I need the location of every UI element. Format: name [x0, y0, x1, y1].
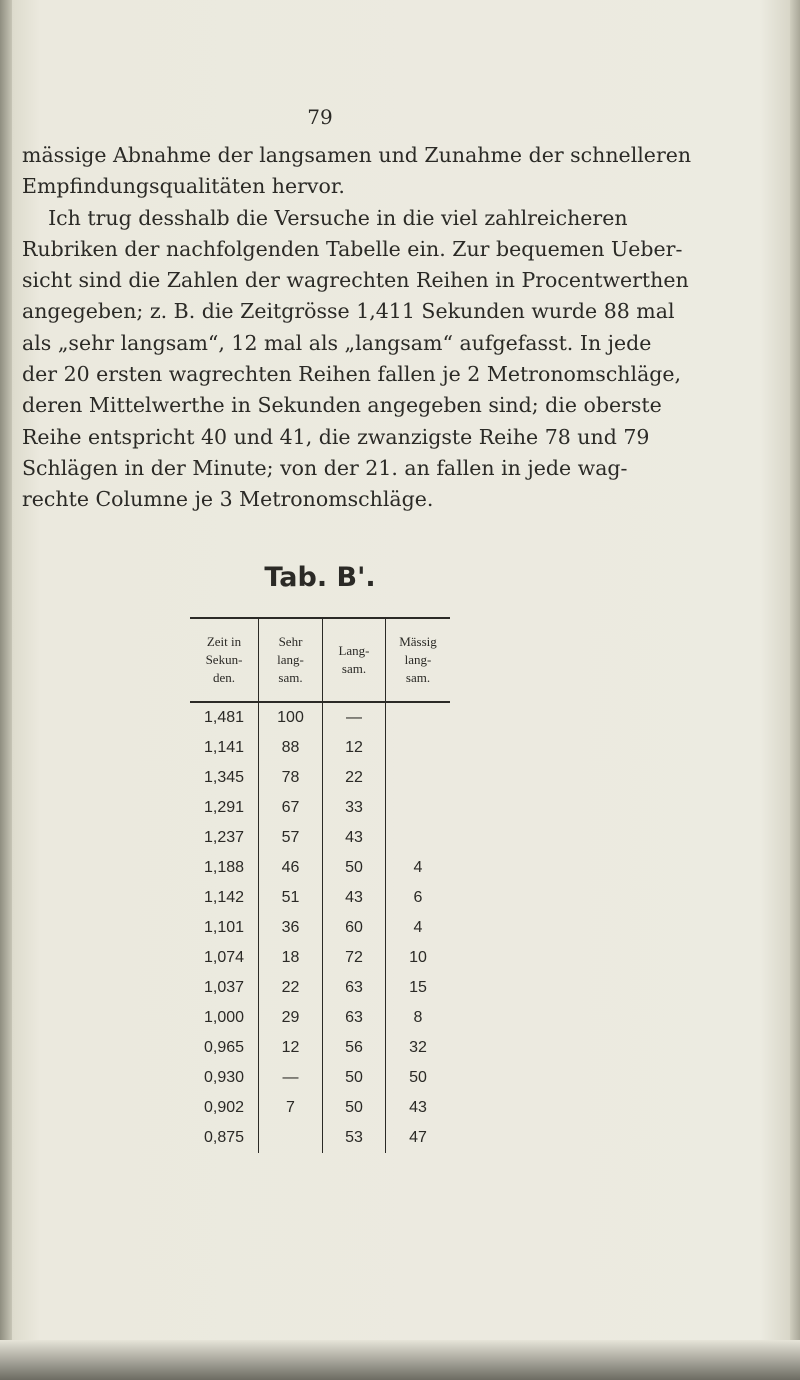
table-row: [190, 883, 450, 913]
table-row: [190, 1003, 450, 1033]
cell-maessig-langsam: [386, 702, 451, 733]
cell-zeit: 1,291: [190, 793, 259, 823]
table-row: [190, 1063, 450, 1093]
cell-sehr-langsam: 12: [259, 1033, 323, 1063]
header-line: sam.: [405, 670, 431, 685]
cell-langsam: 50: [323, 1093, 386, 1123]
header-line: Mässig: [399, 634, 437, 649]
header-line: lang-: [404, 652, 432, 667]
cell-sehr-langsam: —: [259, 1063, 323, 1093]
cell-sehr-langsam: 46: [259, 853, 323, 883]
table-row: [190, 853, 450, 883]
header-line: sam.: [278, 670, 303, 685]
text-line: Ich trug desshalb die Versuche in die viel zahlreicheren: [22, 205, 628, 230]
text-line: rechte Columne je 3 Metronomschläge.: [22, 487, 434, 512]
cell-sehr-langsam: 78: [259, 763, 323, 793]
text-line: Schlägen in der Minute; von der 21. an fallen in jede wag-: [22, 455, 628, 480]
cell-maessig-langsam: 8: [413, 1009, 423, 1026]
cell-langsam: 43: [323, 823, 386, 853]
table-row: [190, 1033, 450, 1063]
cell-langsam: 50: [323, 1063, 386, 1093]
cell-maessig-langsam: [386, 763, 451, 793]
header-langsam: [323, 618, 386, 702]
cell-zeit: 1,345: [190, 763, 259, 793]
table-title: Tab. B'.: [264, 562, 376, 593]
table-row: [190, 823, 450, 853]
text-line: Empfindungsqualitäten hervor.: [22, 174, 345, 199]
cell-sehr-langsam: [259, 1123, 323, 1153]
body-paragraph: [22, 140, 692, 516]
cell-zeit: 0,965: [190, 1033, 259, 1063]
cell-maessig-langsam: 6: [413, 889, 423, 906]
cell-zeit: 1,141: [190, 733, 259, 763]
cell-langsam: 63: [323, 1003, 386, 1033]
header-line: Zeit in: [206, 634, 242, 649]
header-zeit: [190, 618, 259, 702]
cell-langsam: 56: [323, 1033, 386, 1063]
table-row: [190, 702, 450, 733]
cell-zeit: 1,142: [190, 883, 259, 913]
cell-maessig-langsam: [386, 733, 451, 763]
table-row: [190, 913, 450, 943]
header-line: sam.: [341, 661, 367, 676]
cell-langsam: 33: [323, 793, 386, 823]
cell-maessig-langsam: 10: [409, 949, 427, 966]
text-line: mässige Abnahme der langsamen und Zunahme der schnelleren: [22, 143, 692, 167]
cell-maessig-langsam: 32: [409, 1039, 427, 1056]
table-row: [190, 793, 450, 823]
cell-maessig-langsam: 50: [409, 1069, 427, 1086]
cell-zeit: 1,101: [190, 913, 259, 943]
cell-langsam: 63: [323, 973, 386, 1003]
cell-sehr-langsam: 88: [259, 733, 323, 763]
cell-langsam: 43: [323, 883, 386, 913]
text-line: Rubriken der nachfolgenden Tabelle ein. Zur bequemen Ueber-: [22, 236, 683, 261]
cell-maessig-langsam: 4: [413, 919, 423, 936]
cell-maessig-langsam: 4: [413, 859, 423, 876]
table-row: [190, 973, 450, 1003]
text-line: angegeben; z. B. die Zeitgrösse 1,411 Sekunden wurde 88 mal: [22, 299, 675, 324]
cell-sehr-langsam: 29: [259, 1003, 323, 1033]
header-line: Lang-: [338, 643, 370, 658]
table-row: [190, 943, 450, 973]
header-line: lang-: [277, 652, 304, 667]
table-row: [190, 1123, 450, 1153]
cell-langsam: 12: [323, 733, 386, 763]
cell-maessig-langsam: 15: [409, 979, 427, 996]
table-row: [190, 733, 450, 763]
cell-maessig-langsam: 47: [409, 1129, 427, 1146]
cell-zeit: 1,037: [190, 973, 259, 1003]
table-body: [190, 702, 450, 1153]
table-row: [190, 763, 450, 793]
cell-zeit: 0,930: [190, 1063, 259, 1093]
header-line: Sehr: [278, 634, 303, 649]
cell-sehr-langsam: 51: [259, 883, 323, 913]
cell-langsam: 53: [323, 1123, 386, 1153]
header-line: den.: [212, 670, 236, 685]
cell-sehr-langsam: 100: [259, 702, 323, 733]
cell-zeit: 0,902: [190, 1093, 259, 1123]
cell-zeit: 0,875: [190, 1123, 259, 1153]
table-header-row: [190, 618, 450, 702]
text-line: sicht sind die Zahlen der wagrechten Reihen in Procentwerthen: [22, 268, 689, 293]
page-bottom-shadow: [0, 1340, 800, 1380]
cell-langsam: 50: [323, 853, 386, 883]
cell-sehr-langsam: 36: [259, 913, 323, 943]
header-sehr-langsam: [259, 618, 323, 702]
cell-zeit: 1,074: [190, 943, 259, 973]
cell-sehr-langsam: 22: [259, 973, 323, 1003]
cell-langsam: —: [323, 702, 386, 733]
cell-maessig-langsam: [386, 823, 451, 853]
cell-zeit: 1,237: [190, 823, 259, 853]
cell-maessig-langsam: [386, 793, 451, 823]
cell-maessig-langsam: 43: [409, 1099, 427, 1116]
page-number: 79: [307, 105, 333, 129]
cell-sehr-langsam: 57: [259, 823, 323, 853]
cell-zeit: 1,188: [190, 853, 259, 883]
header-line: Sekun-: [205, 652, 243, 667]
page-outer-edge: [790, 0, 800, 1380]
text-line: der 20 ersten wagrechten Reihen fallen je 2 Metronomschläge,: [22, 362, 682, 387]
text-line: Reihe entspricht 40 und 41, die zwanzigste Reihe 78 und 79: [22, 424, 650, 449]
cell-zeit: 1,000: [190, 1003, 259, 1033]
text-line: deren Mittelwerthe in Sekunden angegeben sind; die oberste: [22, 393, 662, 418]
data-table: [190, 617, 450, 1153]
cell-zeit: 1,481: [190, 702, 259, 733]
cell-langsam: 72: [323, 943, 386, 973]
table-row: [190, 1093, 450, 1123]
page-binding-edge: [0, 0, 12, 1380]
cell-langsam: 60: [323, 913, 386, 943]
cell-sehr-langsam: 18: [259, 943, 323, 973]
cell-sehr-langsam: 7: [259, 1093, 323, 1123]
text-line: als „sehr langsam“, 12 mal als „langsam“ aufgefasst. In jede: [22, 330, 652, 355]
header-maessig-langsam: [386, 618, 451, 702]
cell-sehr-langsam: 67: [259, 793, 323, 823]
cell-langsam: 22: [323, 763, 386, 793]
